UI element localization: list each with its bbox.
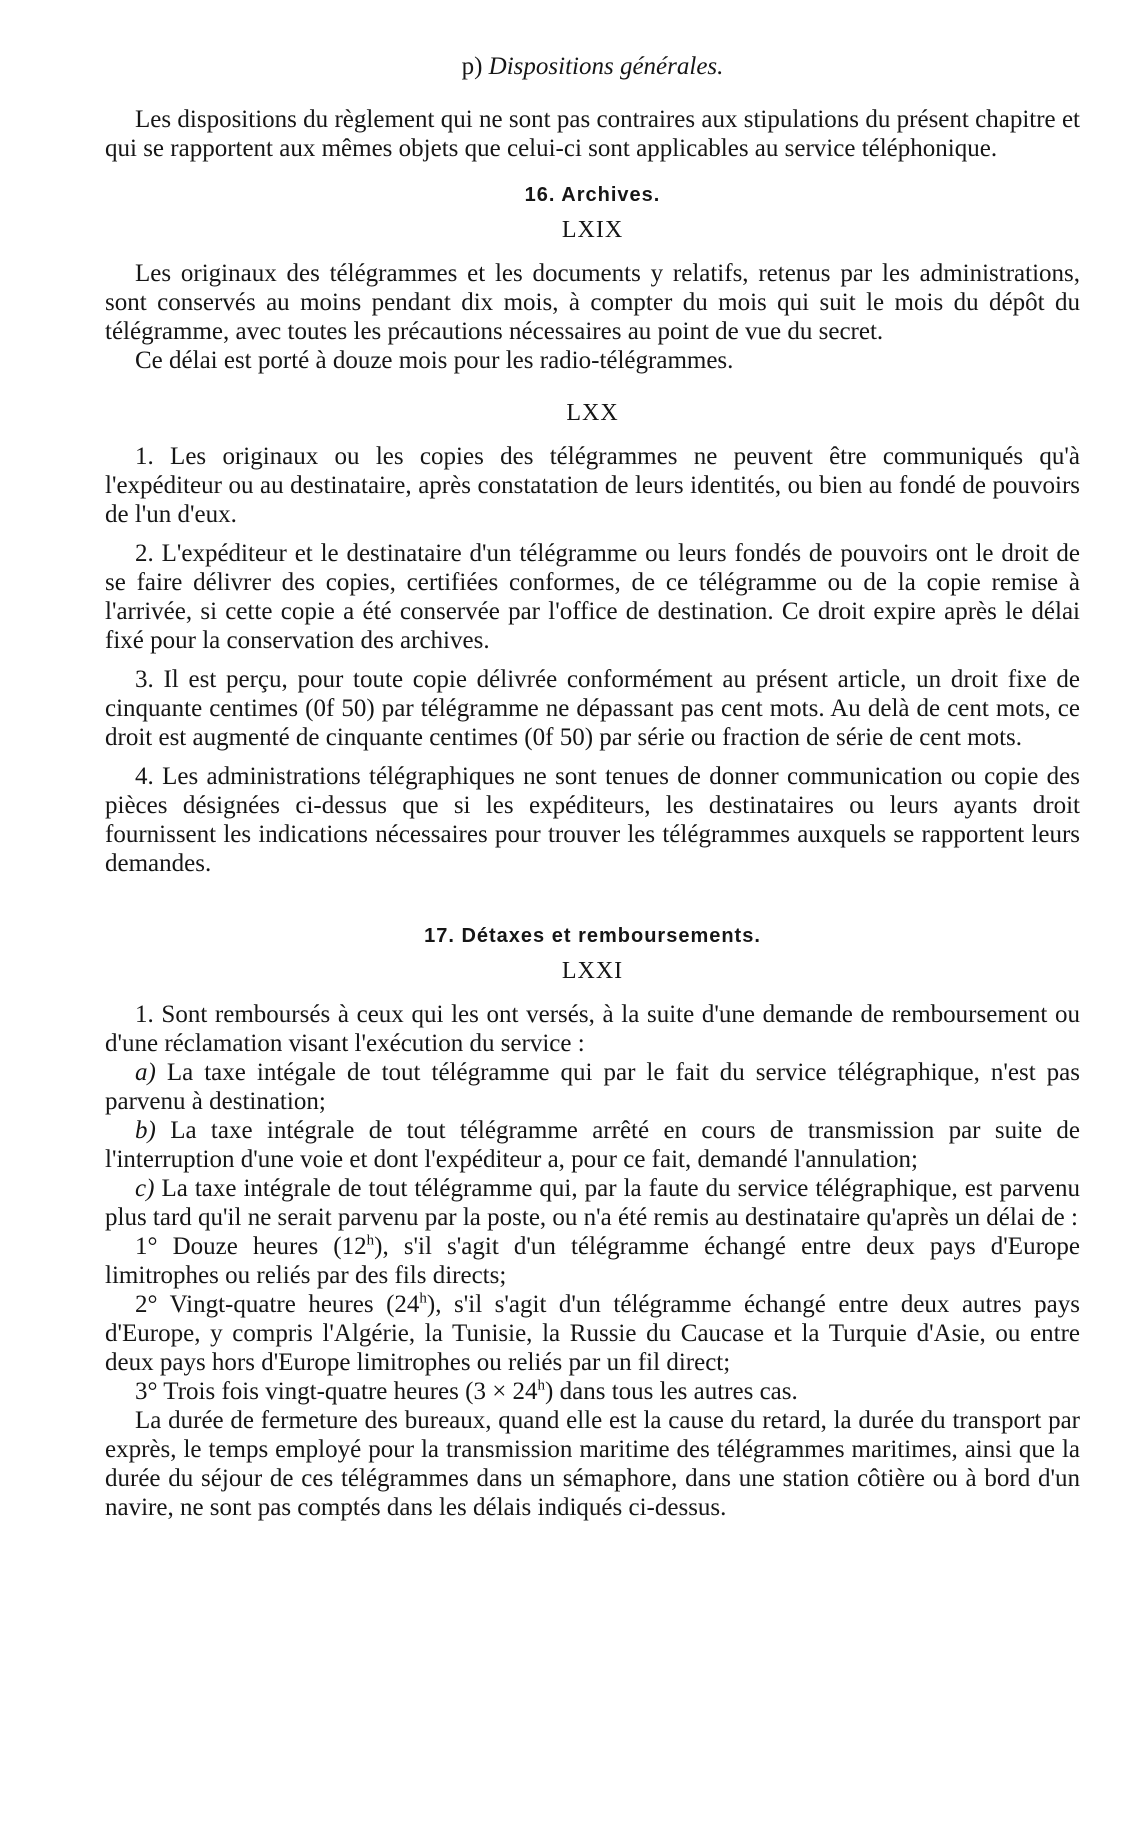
delay-2-post: ), s'il s'agit d'un télégramme échangé entre deux autres pays d'Europe, y compris l'Algérie, la Tunisie, la Russie du Caucase et la Turquie d'Asie, ou entre deux pays hors d'Europe limitrophes ou reliés par un fil direct; xyxy=(105,1291,1080,1376)
article-71-item-c xyxy=(105,1174,1080,1232)
item-a-label: a) xyxy=(135,1059,156,1086)
article-71-closing: La durée de fermeture des bureaux, quand elle est la cause du retard, la durée du transport par exprès, le temps employé pour la transmission maritime des télégrammes maritimes, ainsi que la durée du séjour de ces télégrammes dans un sémaphore, dans une station côtière ou à bord d'un navire, ne sont pas comptés dans les délais indiqués ci-dessus. xyxy=(105,1407,1080,1521)
article-69-paragraph-1: Les originaux des télégrammes et les documents y relatifs, retenus par les administrations, sont conservés au moins pendant dix mois, à compter du mois qui suit le mois du dépôt du télégramme, avec toutes les précautions nécessaires au point de vue du secret. xyxy=(105,260,1080,345)
article-71-item-b xyxy=(105,1116,1080,1174)
delay-item-2 xyxy=(105,1290,1080,1377)
item-b-text: La taxe intégrale de tout télégramme arrêté en cours de transmission par suite de l'interruption d'une voie et dont l'expéditeur a, pour ce fait, demandé l'annulation; xyxy=(105,1117,1081,1173)
section-16-title: 16. Archives. xyxy=(524,184,661,206)
section-17-title: 17. Détaxes et remboursements. xyxy=(424,925,761,947)
item-a-text: La taxe intégale de tout télégramme qui par le fait du service télégraphique, n'est pas parvenu à destination; xyxy=(105,1059,1080,1115)
delay-1-sup: h xyxy=(366,1232,375,1249)
article-71-lead: 1. Sont remboursés à ceux qui les ont versés, à la suite d'une demande de remboursement ou d'une réclamation visant l'exécution du service : xyxy=(105,1001,1080,1057)
delay-item-1 xyxy=(105,1232,1080,1290)
delay-3-pre: 3° Trois fois vingt-quatre heures (3 × 24 xyxy=(135,1378,538,1405)
item-b-label: b) xyxy=(135,1117,156,1144)
article-70-number: LXX xyxy=(566,400,619,426)
delay-3-post: ) dans tous les autres cas. xyxy=(545,1378,798,1405)
item-c-text: La taxe intégrale de tout télégramme qui, par la faute du service télégraphique, est parvenu plus tard qu'il ne serait parvenu par la poste, ou n'a été remis au destinataire qu'après un délai de : xyxy=(105,1175,1081,1231)
article-70-item-4: 4. Les administrations télégraphiques ne sont tenues de donner communication ou copie des pièces désignées ci-dessus que si les expéditeurs, les destinataires ou leurs ayants droit fournissent les indications nécessaires pour trouver les télégrammes auxquels se rapportent leurs demandes. xyxy=(105,763,1080,877)
delay-2-pre: 2° Vingt-quatre heures (24 xyxy=(135,1291,420,1318)
article-70-item-3: 3. Il est perçu, pour toute copie délivrée conformément au présent article, un droit fixe de cinquante centimes (0f 50) par télégramme ne dépassant pas cent mots. Au delà de cent mots, ce droit est augmenté de cinquante centimes (0f 50) par série ou fraction de série de cent mots. xyxy=(105,666,1080,751)
subsection-title: Dispositions générales. xyxy=(488,53,724,80)
delay-2-sup: h xyxy=(419,1290,427,1307)
intro-paragraph: Les dispositions du règlement qui ne sont pas contraires aux stipulations du présent chapitre et qui se rapportent aux mêmes objets que celui-ci sont applicables au service téléphonique. xyxy=(105,106,1080,162)
delay-3-sup: h xyxy=(537,1377,546,1394)
article-70-item-2: 2. L'expéditeur et le destinataire d'un télégramme ou leurs fondés de pouvoirs ont le droit de se faire délivrer des copies, certifiées conformes, de ce télégramme ou de la copie remise à l'arrivée, si cette copie a été conservée par l'office de destination. Ce droit expire après le délai fixé pour la conservation des archives. xyxy=(105,540,1080,654)
article-69-paragraph-2: Ce délai est porté à douze mois pour les radio-télégrammes. xyxy=(135,347,734,374)
article-70-item-1: 1. Les originaux ou les copies des télégrammes ne peuvent être communiqués qu'à l'expéditeur ou au destinataire, après constatation de leurs identités, ou bien au fondé de pouvoirs de l'un d'eux. xyxy=(105,443,1080,528)
delay-1-pre: 1° Douze heures (12 xyxy=(135,1233,367,1260)
article-69-number: LXIX xyxy=(561,217,624,243)
article-71-number: LXXI xyxy=(561,958,624,984)
delay-item-3 xyxy=(105,1377,1080,1406)
delay-1-post: ), s'il s'agit d'un télégramme échangé entre deux pays d'Europe limitrophes ou reliés par des fils directs; xyxy=(105,1233,1080,1289)
subsection-heading xyxy=(105,52,1080,81)
article-71-item-a xyxy=(105,1058,1080,1116)
subsection-letter: p) xyxy=(461,53,483,80)
page-body xyxy=(105,52,1080,1522)
item-c-label: c) xyxy=(135,1175,155,1202)
